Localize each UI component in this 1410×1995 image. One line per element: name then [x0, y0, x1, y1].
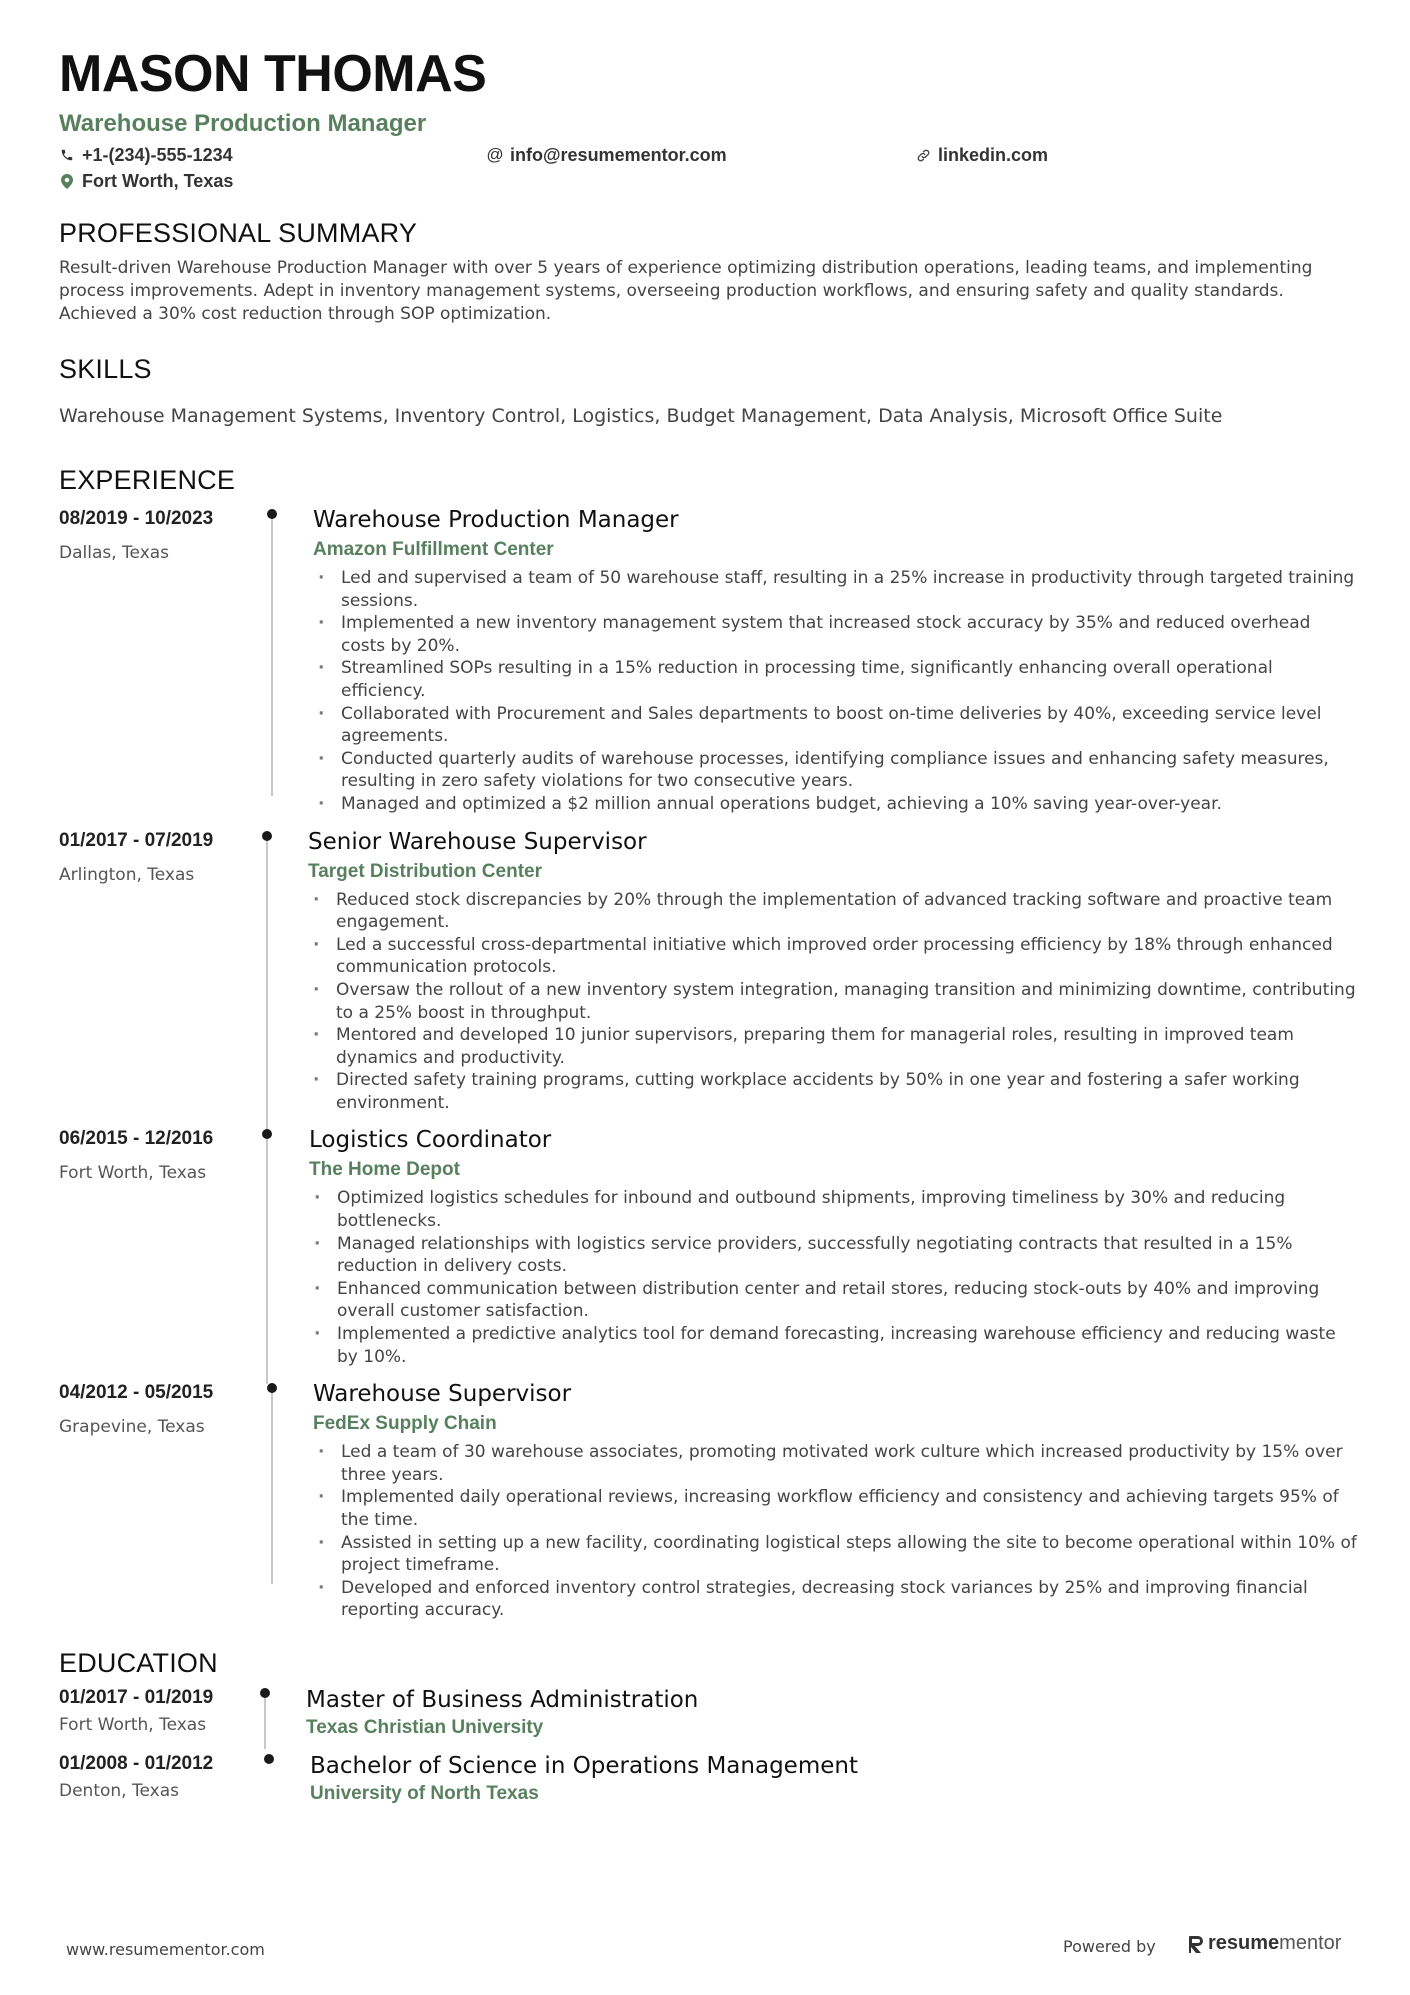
job-bullet: · Oversaw the rollout of a new inventory system integration, managing transition and minimizing downtime, contributing to a 25% boost in throughput. — [308, 979, 1359, 1024]
job-entry — [59, 1128, 1359, 1368]
job-entry — [59, 830, 1359, 1115]
timeline-line — [266, 1134, 268, 1384]
education-entry — [59, 1687, 1359, 1739]
job-company: Target Distribution Center — [308, 860, 542, 882]
job-bullet: · Conducted quarterly audits of warehouse processes, identifying compliance issues and enhancing safety measures, resulting in zero safety violations for two consecutive years. — [313, 748, 1359, 793]
resumementor-logo-icon — [1188, 1934, 1204, 1954]
summary-text: Result-driven Warehouse Production Manager with over 5 years of experience optimizing distribution operations, leading teams, and implementing process improvements. Adept in inventory management systems, overseeing production workflows, and ensuring safety and quality standards. Achieved a 30% cost reduction through SOP optimization. — [59, 258, 1313, 324]
job-location: Arlington, Texas — [59, 864, 195, 885]
footer-url[interactable]: www.resumementor.com — [66, 1940, 265, 1959]
job-bullet: · Reduced stock discrepancies by 20% through the implementation of advanced tracking software and proactive team engagement. — [308, 889, 1359, 934]
job-bullet: · Led a successful cross-departmental initiative which improved order processing efficiency by 18% through enhanced communication protocols. — [308, 934, 1359, 979]
timeline-dot — [264, 1754, 274, 1764]
education-location: Fort Worth, Texas — [59, 1714, 207, 1735]
job-bullet: · Mentored and developed 10 junior supervisors, preparing them for managerial roles, resulting in improved team dynamics and productivity. — [308, 1024, 1359, 1069]
job-role: Logistics Coordinator — [309, 1127, 552, 1154]
phone-icon — [59, 147, 75, 163]
job-bullets — [313, 567, 1359, 816]
timeline-dot — [267, 1383, 277, 1393]
job-bullet: · Developed and enforced inventory control strategies, decreasing stock variances by 25% and improving financial reporting accuracy. — [313, 1577, 1359, 1622]
candidate-headline: Warehouse Production Manager — [59, 110, 427, 137]
timeline-line — [271, 1388, 273, 1584]
resume-header — [59, 45, 1359, 194]
job-bullet: · Collaborated with Procurement and Sales departments to boost on-time deliveries by 40%, exceeding service level agreements. — [313, 703, 1359, 748]
link-icon — [915, 147, 931, 163]
job-location: Fort Worth, Texas — [59, 1163, 207, 1184]
experience-section — [59, 465, 1359, 1622]
map-pin-icon — [59, 173, 75, 189]
job-dates: 08/2019 - 10/2023 — [59, 508, 214, 529]
timeline-dot — [262, 831, 272, 841]
job-bullet: · Implemented a new inventory management system that increased stock accuracy by 35% and reduced overhead costs by 20%. — [313, 612, 1359, 657]
job-entry — [59, 508, 1359, 816]
job-role: Warehouse Production Manager — [313, 507, 679, 533]
timeline-line — [264, 1693, 266, 1749]
summary-title: PROFESSIONAL SUMMARY — [59, 218, 418, 248]
education-dates: 01/2008 - 01/2012 — [59, 1752, 214, 1774]
contact-website[interactable] — [915, 145, 1048, 166]
education-meta — [59, 1687, 269, 1739]
job-role: Senior Warehouse Supervisor — [308, 828, 647, 855]
job-bullet: · Directed safety training programs, cutting workplace accidents by 50% in one year and fostering a safer working environment. — [308, 1069, 1359, 1114]
education-meta — [59, 1753, 269, 1805]
footer-brand[interactable] — [1188, 1932, 1341, 1955]
job-role: Warehouse Supervisor — [313, 1381, 572, 1408]
education-school: University of North Texas — [310, 1782, 539, 1804]
education-title: EDUCATION — [59, 1647, 218, 1678]
job-details — [308, 830, 1359, 1115]
job-bullets — [313, 1441, 1359, 1622]
education-section — [59, 1648, 1359, 1805]
job-bullet: · Managed and optimized a $2 million annual operations budget, achieving a 10% saving year-over-year. — [313, 793, 1359, 816]
skills-text: Warehouse Management Systems, Inventory Control, Logistics, Budget Management, Data Analysis, Microsoft Office Suite — [59, 405, 1223, 427]
timeline-dot — [260, 1688, 270, 1698]
at-icon: @ — [486, 145, 504, 164]
job-company: FedEx Supply Chain — [313, 1413, 497, 1435]
summary-section — [59, 218, 1359, 326]
job-details — [313, 508, 1359, 816]
education-location: Denton, Texas — [59, 1780, 179, 1801]
timeline-dot — [267, 509, 277, 519]
job-meta — [59, 830, 269, 1115]
brand-name-bold: resume — [1208, 1932, 1280, 1954]
email-text: info@resumementor.com — [510, 144, 727, 165]
phone-text: +1-(234)-555-1234 — [82, 144, 233, 165]
education-entry — [59, 1753, 1359, 1805]
timeline-dot — [262, 1129, 272, 1139]
candidate-name: MASON THOMAS — [59, 45, 487, 103]
job-meta — [59, 1382, 269, 1622]
job-meta — [59, 508, 269, 816]
contact-phone — [59, 145, 487, 166]
job-bullet: · Streamlined SOPs resulting in a 15% reduction in processing time, significantly enhancing overall operational efficiency. — [313, 657, 1359, 702]
education-details — [306, 1687, 698, 1739]
experience-title: EXPERIENCE — [59, 465, 236, 495]
job-company: Amazon Fulfillment Center — [313, 539, 554, 560]
location-text: Fort Worth, Texas — [82, 170, 234, 191]
website-text: linkedin.com — [938, 144, 1049, 165]
job-bullets — [309, 1187, 1359, 1368]
contact-row-2 — [59, 168, 1359, 194]
job-location: Dallas, Texas — [59, 543, 170, 563]
resume-page — [59, 40, 1359, 1805]
job-details — [313, 1382, 1359, 1622]
job-bullet: · Led and supervised a team of 50 warehouse staff, resulting in a 25% increase in productivity through targeted training sessions. — [313, 567, 1359, 612]
job-location: Grapevine, Texas — [59, 1417, 205, 1438]
job-meta — [59, 1128, 269, 1368]
timeline-line — [266, 836, 268, 1132]
skills-section — [59, 354, 1359, 427]
timeline-line — [271, 514, 273, 796]
job-bullet: · Implemented a predictive analytics tool for demand forecasting, increasing warehouse efficiency and reducing waste by 10%. — [309, 1323, 1359, 1368]
education-details — [310, 1753, 858, 1805]
job-dates: 06/2015 - 12/2016 — [59, 1128, 214, 1150]
job-bullet: · Optimized logistics schedules for inbound and outbound shipments, improving timeliness by 30% and reducing bottlenecks. — [309, 1187, 1359, 1232]
education-school: Texas Christian University — [306, 1716, 544, 1738]
education-degree: Bachelor of Science in Operations Management — [310, 1752, 858, 1779]
job-bullet: · Managed relationships with logistics service providers, successfully negotiating contracts that resulted in a 15% reduction in delivery costs. — [309, 1233, 1359, 1278]
contact-email[interactable] — [487, 145, 915, 166]
job-details — [309, 1128, 1359, 1368]
job-bullet: · Enhanced communication between distribution center and retail stores, reducing stock-outs by 40% and improving overall customer satisfaction. — [309, 1278, 1359, 1323]
job-bullet: · Led a team of 30 warehouse associates, promoting motivated work culture which increased productivity by 15% over three years. — [313, 1441, 1359, 1486]
brand-name-light: mentor — [1279, 1932, 1342, 1954]
education-dates: 01/2017 - 01/2019 — [59, 1686, 214, 1708]
job-entry — [59, 1382, 1359, 1622]
job-bullets — [308, 889, 1359, 1115]
skills-title: SKILLS — [59, 354, 152, 384]
contact-row-1 — [59, 142, 1359, 168]
job-dates: 01/2017 - 07/2019 — [59, 829, 214, 851]
education-degree: Master of Business Administration — [306, 1686, 699, 1713]
job-dates: 04/2012 - 05/2015 — [59, 1382, 214, 1404]
job-bullet: · Assisted in setting up a new facility, coordinating logistical steps allowing the site to become operational within 10% of project timeframe. — [313, 1532, 1359, 1577]
footer-powered-by: Powered by — [1063, 1937, 1156, 1956]
job-company: The Home Depot — [309, 1159, 460, 1181]
contact-location — [59, 171, 233, 192]
job-bullet: · Implemented daily operational reviews, increasing workflow efficiency and consistency and achieving targets 95% of the time. — [313, 1486, 1359, 1531]
